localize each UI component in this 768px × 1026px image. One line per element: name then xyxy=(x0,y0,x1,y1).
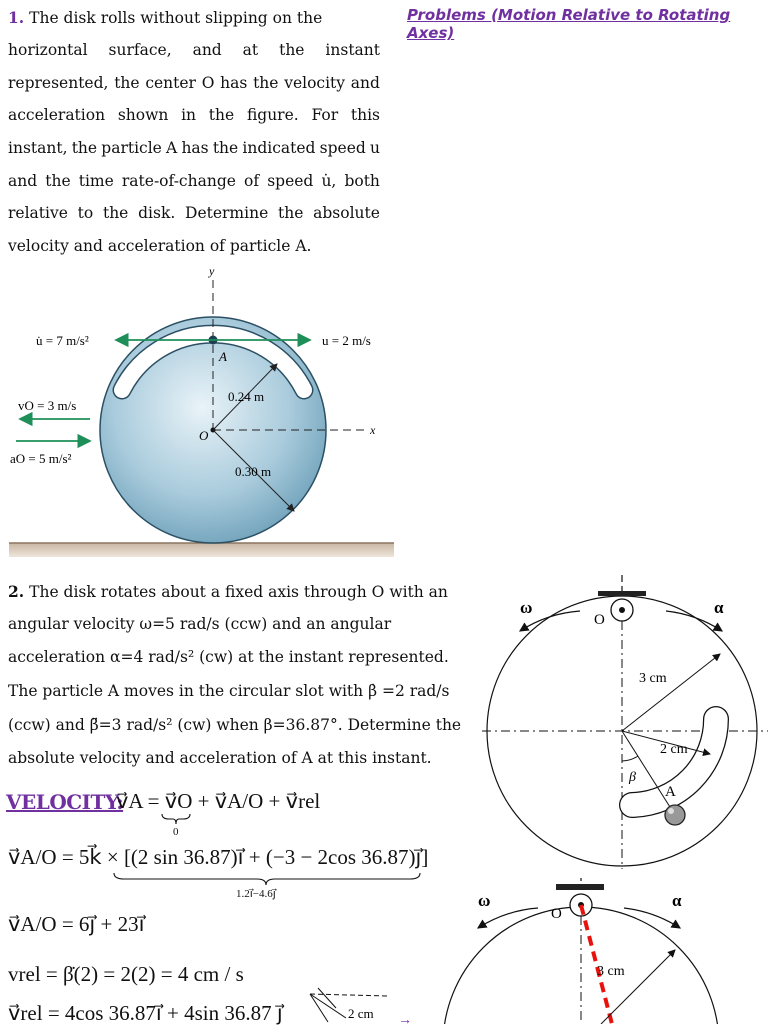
word: figure. xyxy=(246,106,299,124)
problem1-line-3 xyxy=(8,74,380,92)
problem2-number: 2. xyxy=(8,582,25,601)
word: the xyxy=(45,172,71,190)
equation-vrel-vector xyxy=(8,1001,283,1026)
equation-va-o-result xyxy=(8,912,144,937)
word: acceleration xyxy=(8,106,106,124)
word: speed xyxy=(319,139,366,157)
alpha-label-2: α xyxy=(672,891,682,910)
equation-va-o-cross xyxy=(8,845,428,870)
underbrace-1-label: 0 xyxy=(173,826,179,838)
word: the xyxy=(253,74,279,92)
problem1-line-7 xyxy=(8,204,380,222)
word: rate-of-change xyxy=(121,172,236,190)
y-axis-label: y xyxy=(209,264,215,278)
mini-sketch-label: 2 cm xyxy=(348,1006,374,1021)
equation-velocity-sum-text: v⃗A = v⃗O + v⃗A/O + v⃗rel xyxy=(116,789,321,813)
mini-sketch xyxy=(306,982,418,1024)
word: time xyxy=(78,172,114,190)
alpha-arrow-2 xyxy=(624,908,680,928)
word: and xyxy=(8,172,38,190)
problem2-figure-velocity xyxy=(430,878,768,1024)
large-radius-line-2 xyxy=(601,950,675,1024)
word: particle xyxy=(101,139,162,157)
word: For xyxy=(311,106,339,124)
problem1-line-6 xyxy=(8,172,380,190)
word: has xyxy=(181,139,209,157)
word: u̇, xyxy=(321,172,337,190)
equation-va-o-result-text: v⃗A/O = 6j⃗ + 23i⃗ xyxy=(8,912,145,936)
word: O xyxy=(201,74,215,92)
particle-a-2 xyxy=(665,805,685,825)
equation-velocity-sum xyxy=(116,789,320,814)
word: instant xyxy=(325,41,380,59)
point-o-label-2: O xyxy=(594,612,605,628)
problem1-line-1-text: The disk rolls without slipping on the xyxy=(29,9,323,27)
word: this xyxy=(350,106,380,124)
word: A xyxy=(166,139,178,157)
velocity-heading: VELOCITY: xyxy=(6,790,124,814)
large-radius-label: 3 cm xyxy=(639,671,667,686)
underbrace-1 xyxy=(160,812,192,826)
word: disk. xyxy=(138,204,176,222)
omega-arrow-2 xyxy=(478,908,538,928)
problem2-line-1: 2. The disk rotates about a fixed axis through O with an xyxy=(8,582,448,601)
mini-arrow-icon: → xyxy=(398,1013,412,1024)
word: the xyxy=(279,41,305,59)
word: velocity xyxy=(284,74,346,92)
u-label: u = 2 m/s xyxy=(322,333,371,348)
word: the xyxy=(102,204,129,222)
word: the xyxy=(208,106,235,124)
axis-support xyxy=(598,591,646,596)
word: both xyxy=(344,172,380,190)
problem2-line-4: The particle A moves in the circular slot with β̇ =2 rad/s xyxy=(8,682,450,700)
underbrace-2 xyxy=(112,871,422,887)
problem1-line-5 xyxy=(8,139,380,157)
problem2-line-3: acceleration α=4 rad/s² (cw) at the instant represented. xyxy=(8,648,449,666)
omega-label: ω xyxy=(520,598,533,617)
vo-label: vO = 3 m/s xyxy=(18,398,77,413)
problem1-line-2 xyxy=(8,41,380,59)
page-header-title: Problems (Motion Relative to Rotating Axes) xyxy=(407,6,731,42)
point-o-label-3: O xyxy=(551,906,562,922)
word: indicated xyxy=(242,139,316,157)
word: and xyxy=(192,41,222,59)
problem1-figure xyxy=(6,262,396,562)
word: the xyxy=(212,139,239,157)
large-radius-label-2: 3 cm xyxy=(597,964,625,979)
equation-vrel-vector-text: v⃗rel = 4cos 36.87i⃗ + 4sin 36.87 j⃗ xyxy=(8,1001,283,1025)
problem2-line-6: absolute velocity and acceleration of A at this instant. xyxy=(8,749,432,767)
word: surface, xyxy=(108,41,172,59)
axis-support-2 xyxy=(556,884,604,890)
point-o-label: O xyxy=(199,428,209,443)
inner-radius-label: 0.24 m xyxy=(228,389,265,404)
point-a-label-2: A xyxy=(665,784,676,800)
problem1-line-8: velocity and acceleration of particle A. xyxy=(8,237,312,255)
problem2-line-2: angular velocity ω=5 rad/s (ccw) and an angular xyxy=(8,615,392,633)
problem2-figure xyxy=(476,573,768,873)
ground xyxy=(9,543,394,557)
small-radius-label: 2 cm xyxy=(660,742,688,757)
word: speed xyxy=(267,172,314,190)
word: has xyxy=(220,74,248,92)
word: horizontal xyxy=(8,41,88,59)
point-a-label: A xyxy=(219,349,227,364)
omega-label-2: ω xyxy=(478,891,491,910)
word: represented, xyxy=(8,74,109,92)
problem1-line-4 xyxy=(8,106,380,124)
word: shown xyxy=(117,106,169,124)
underbrace-2-label: 1.2i⃗−4.6j⃗ xyxy=(236,888,276,900)
word: the xyxy=(278,204,304,222)
word: in xyxy=(181,106,197,124)
alpha-label: α xyxy=(714,598,724,617)
word: relative xyxy=(8,204,68,222)
word: of xyxy=(244,172,260,190)
word: the xyxy=(114,74,140,92)
beta-label: β xyxy=(629,770,636,785)
word: and xyxy=(350,74,380,92)
equation-vrel-magnitude xyxy=(8,962,244,987)
word: u xyxy=(370,139,380,157)
word: to xyxy=(77,204,94,222)
word: Determine xyxy=(185,204,269,222)
problem1-number: 1. xyxy=(8,8,25,27)
problem2-line-5: (ccw) and β̈=3 rad/s² (cw) when β=36.87°. Determine the xyxy=(8,716,462,734)
word: center xyxy=(145,74,196,92)
beta-arc xyxy=(622,756,638,761)
word: absolute xyxy=(313,204,380,222)
udot-label: u̇ = 7 m/s² xyxy=(36,333,89,348)
word: instant, xyxy=(8,139,68,157)
equation-va-o-cross-text: v⃗A/O = 5k⃗ × [(2 sin 36.87)i⃗ + (−3 − 2cos 36.87)j⃗] xyxy=(8,845,429,869)
ao-label: aO = 5 m/s² xyxy=(10,451,72,466)
word: at xyxy=(242,41,259,59)
equation-vrel-magnitude-text: vrel = β̇(2) = 2(2) = 4 cm / s xyxy=(8,962,244,986)
x-axis-label: x xyxy=(370,423,376,437)
outer-radius-label: 0.30 m xyxy=(235,464,272,479)
word: the xyxy=(71,139,98,157)
problem1-line-1 xyxy=(8,8,380,27)
